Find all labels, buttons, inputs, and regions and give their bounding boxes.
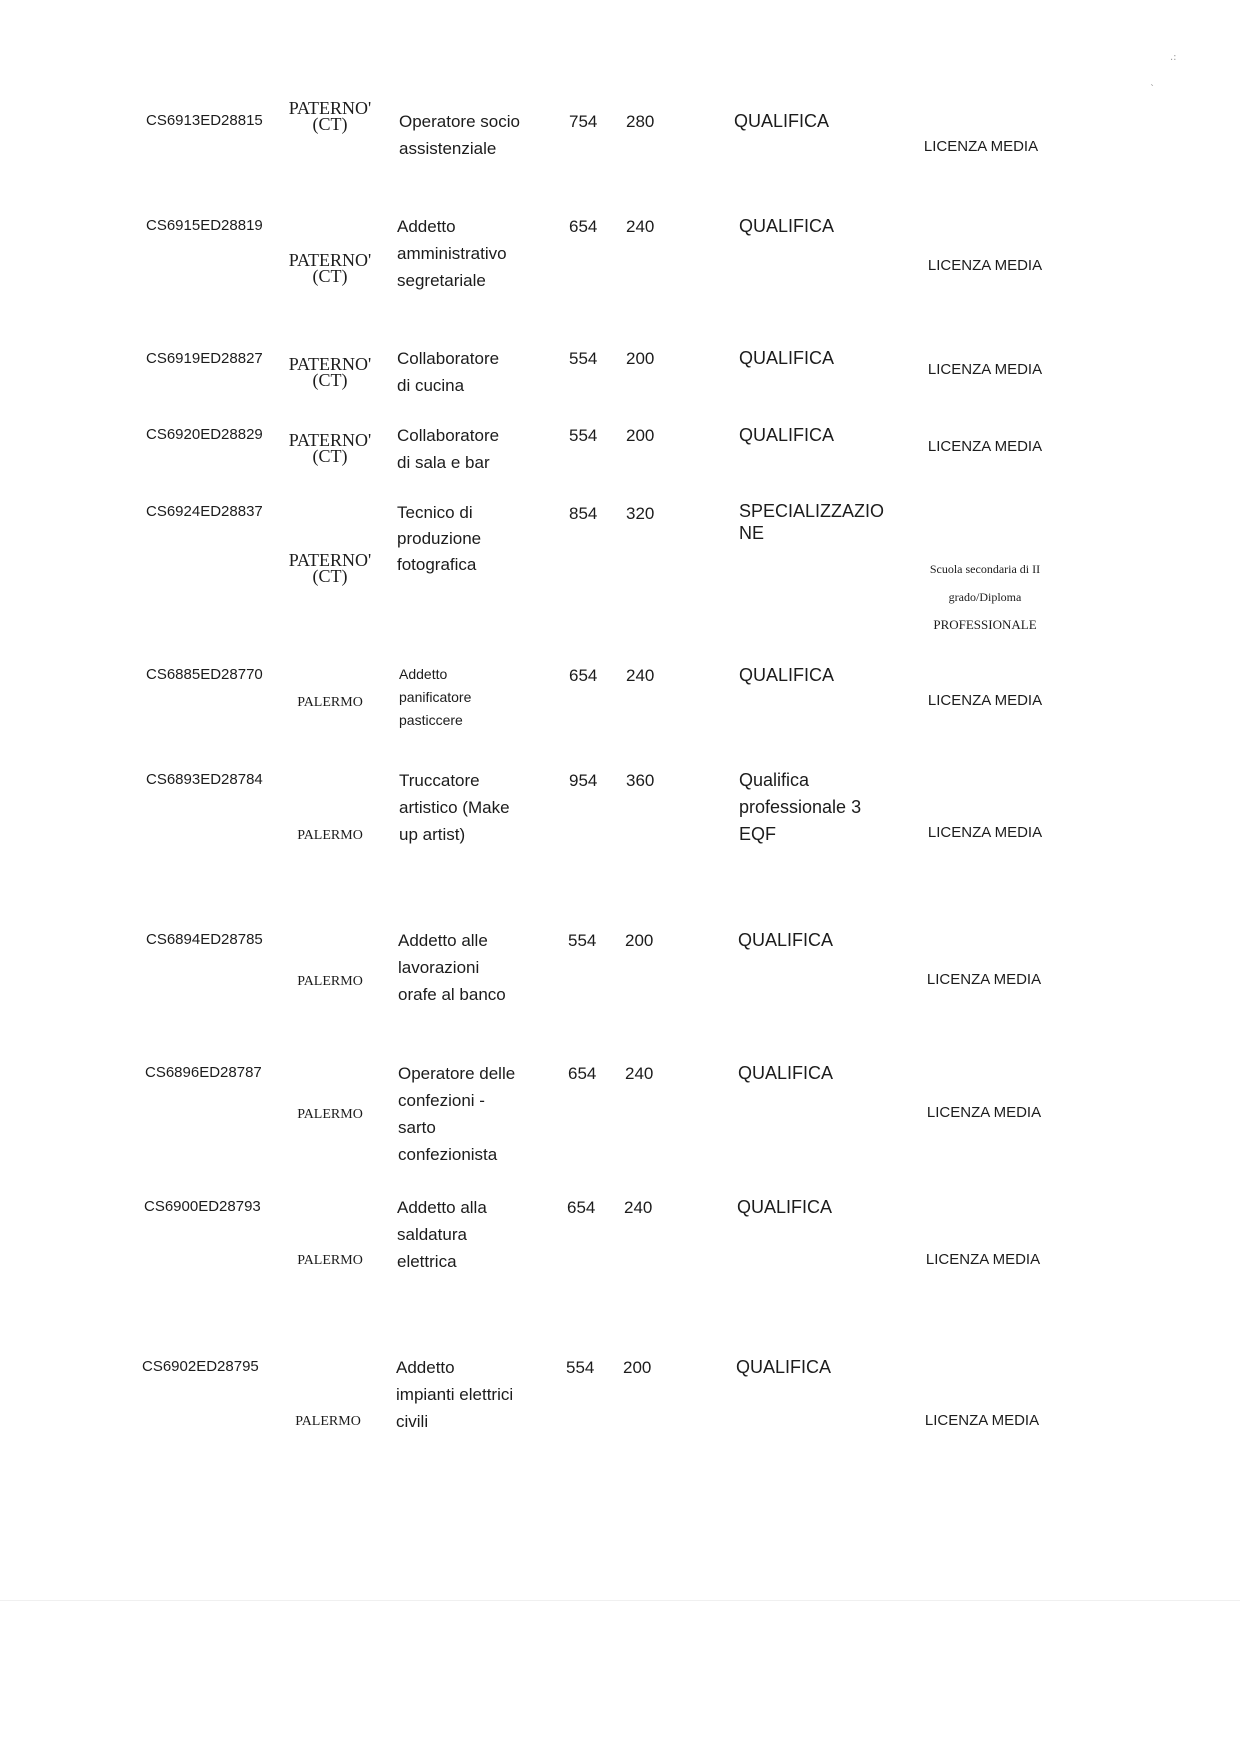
entry-requirement: LICENZA MEDIA	[925, 1251, 1041, 1268]
entry-requirement: LICENZA MEDIA	[927, 692, 1043, 709]
location: PATERNO' (CT)	[288, 550, 372, 586]
certification-type: QUALIFICA	[734, 111, 830, 131]
certification-type: QUALIFICA	[739, 348, 835, 368]
certification-type: QUALIFICA	[736, 1357, 832, 1377]
requirement-line: Scuola secondaria di II	[929, 562, 1041, 576]
requirement-line: PROFESSIONALE	[933, 617, 1037, 632]
location: PATERNO' (CT)	[288, 354, 372, 390]
stage-hours: 200	[626, 349, 655, 368]
course-code: CS6896ED28787	[145, 1064, 262, 1081]
entry-requirement: LICENZA MEDIA	[924, 1412, 1040, 1429]
stage-hours: 200	[626, 426, 655, 445]
course-code: CS6900ED28793	[144, 1198, 261, 1215]
total-hours: 654	[567, 1198, 596, 1217]
certification-type: QUALIFICA	[739, 665, 835, 685]
course-name: Addetto alle lavorazioni orafe al banco	[398, 931, 506, 1004]
course-name: Truccatore artistico (Make up artist)	[399, 771, 510, 844]
location: PALERMO	[295, 1414, 361, 1429]
course-name: Operatore socio assistenziale	[399, 112, 520, 158]
entry-requirement: LICENZA MEDIA	[926, 1104, 1042, 1121]
stage-hours: 360	[626, 771, 655, 790]
course-code: CS6920ED28829	[146, 426, 263, 443]
total-hours: 654	[569, 217, 598, 236]
course-name: Collaboratore di sala e bar	[397, 426, 500, 472]
course-name: Addetto alla saldatura elettrica	[397, 1198, 487, 1271]
certification-type: QUALIFICA	[739, 425, 835, 445]
stage-hours: 240	[624, 1198, 653, 1217]
total-hours: 854	[569, 504, 598, 523]
certification-type: SPECIALIZZAZIO NE	[739, 501, 885, 543]
location: PATERNO' (CT)	[288, 98, 372, 134]
scan-edge-line	[0, 1600, 1240, 1601]
certification-type: QUALIFICA	[737, 1197, 833, 1217]
scan-speck: `	[1150, 84, 1155, 95]
total-hours: 754	[569, 112, 598, 131]
stage-hours: 240	[625, 1064, 654, 1083]
total-hours: 554	[566, 1358, 595, 1377]
certification-type: QUALIFICA	[739, 216, 835, 236]
certification-type: QUALIFICA	[738, 1063, 834, 1083]
total-hours: 554	[569, 426, 598, 445]
course-code: CS6924ED28837	[146, 503, 263, 520]
course-name: Tecnico di produzione fotografica	[397, 503, 482, 574]
course-code: CS6913ED28815	[146, 112, 263, 129]
course-code: CS6919ED28827	[146, 350, 263, 367]
stage-hours: 240	[626, 666, 655, 685]
course-code: CS6885ED28770	[146, 666, 263, 683]
course-code: CS6894ED28785	[146, 931, 263, 948]
entry-requirement: LICENZA MEDIA	[927, 361, 1043, 378]
scan-speck: .:	[1170, 52, 1177, 63]
entry-requirement: LICENZA MEDIA	[927, 257, 1043, 274]
stage-hours: 200	[625, 931, 654, 950]
course-name: Addetto panificatore pasticcere	[399, 666, 472, 728]
location: PALERMO	[297, 828, 363, 843]
requirement-line: grado/Diploma	[948, 590, 1022, 604]
stage-hours: 280	[626, 112, 655, 131]
stage-hours: 200	[623, 1358, 652, 1377]
entry-requirement: LICENZA MEDIA	[927, 824, 1043, 841]
entry-requirement: LICENZA MEDIA	[926, 971, 1042, 988]
stage-hours: 320	[626, 504, 655, 523]
course-code: CS6893ED28784	[146, 771, 263, 788]
location: PALERMO	[297, 1253, 363, 1268]
total-hours: 654	[569, 666, 598, 685]
certification-type: QUALIFICA	[738, 930, 834, 950]
location: PALERMO	[297, 974, 363, 989]
location: PALERMO	[297, 695, 363, 710]
total-hours: 654	[568, 1064, 597, 1083]
total-hours: 554	[568, 931, 597, 950]
total-hours: 554	[569, 349, 598, 368]
total-hours: 954	[569, 771, 598, 790]
entry-requirement	[900, 548, 1070, 646]
entry-requirement: LICENZA MEDIA	[923, 138, 1039, 155]
course-code: CS6902ED28795	[142, 1358, 259, 1375]
course-name: Addetto impianti elettrici civili	[396, 1358, 514, 1431]
course-name: Operatore delle confezioni - sarto confezionista	[398, 1064, 516, 1164]
course-code: CS6915ED28819	[146, 217, 263, 234]
course-name: Collaboratore di cucina	[397, 349, 500, 395]
location: PATERNO' (CT)	[288, 250, 372, 286]
stage-hours: 240	[626, 217, 655, 236]
location: PATERNO' (CT)	[288, 430, 372, 466]
entry-requirement: LICENZA MEDIA	[927, 438, 1043, 455]
location: PALERMO	[297, 1107, 363, 1122]
certification-type: Qualifica professionale 3 EQF	[739, 770, 862, 844]
course-name: Addetto amministrativo segretariale	[397, 217, 507, 290]
